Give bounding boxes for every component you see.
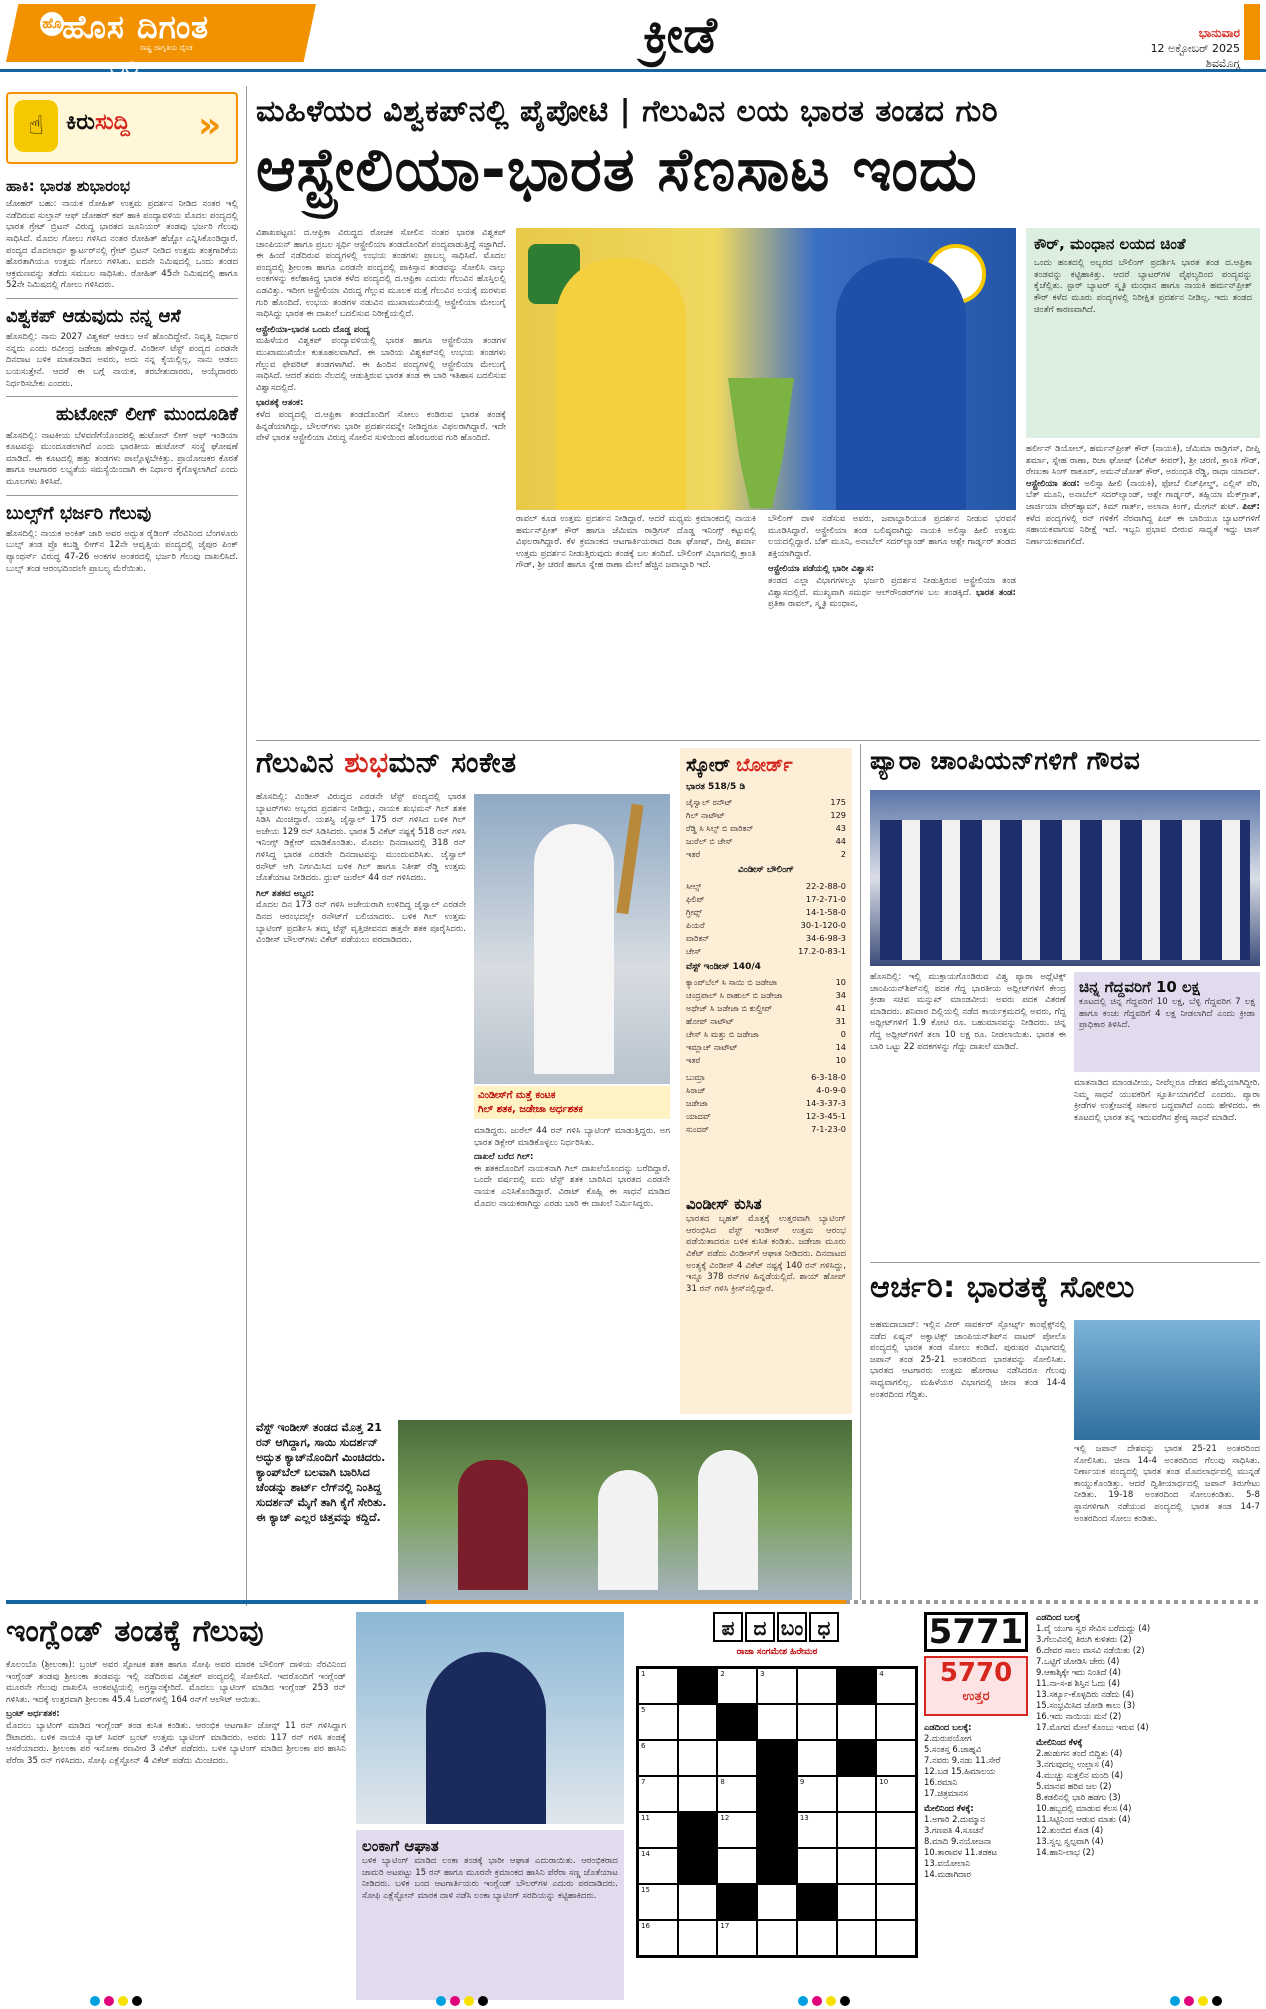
para-headline: ಪ್ಯಾರಾ ಚಾಂಪಿಯನ್‌ಗಳಿಗೆ ಗೌರವ	[870, 746, 1141, 775]
section-title: ಕ್ರೀಡೆ	[643, 6, 717, 64]
para-box-head: ಚಿನ್ನ ಗೆದ್ದವರಿಗೆ 10 ಲಕ್ಷ	[1079, 978, 1200, 996]
color-registration	[436, 1996, 488, 2006]
title-letter: ಪ	[713, 1612, 743, 1642]
brief-text: ಜೋಹರ್ ಬಹು: ನಾಯಕ ರೋಹಿತ್ ಉತ್ತಮ ಪ್ರದರ್ಶನ ನೀಡಿದ ನಂತರ ಇಲ್ಲಿ ನಡೆದಿರುವ ಸುಲ್ತಾನ್ ಆಫ್ ಜೋಹರ್ ಕಪ್ ಹಾಕಿ ಪಂದ್ಯಾವಳಿಯ ಮೊದಲ ಪಂದ್ಯದಲ್ಲಿ ಭಾರತ ಗ್ರೇಟ್ ಬ್ರಿಟನ್ ವಿರುದ್ಧ ಭಾರತದ ಜೂನಿಯರ್ ತಂಡವು ಭರ್ಜರಿ ಗೆಲುವು ಸಾಧಿಸಿದೆ. ಮೊದಲ ಗೋಲು ಗಳಿಸಿದ ನಂತರ ರೋಹಿತ್ ಹೆಚ್ಚೋ ಎನ್ನಿಸಿಕೊಂಡಿದ್ದಾರೆ. ಪಂದ್ಯದ ಮೊದಲಾರ್ಧ ಕ್ವಾರ್ಟರ್‌ನಲ್ಲಿ ಗ್ರೇಟ್ ಬ್ರಿಟನ್ ನೀಡಿದ ಉತ್ತಮ ತಂತ್ರಗಾರಿಕೆಯ ಹೊರತಾಗಿಯೂ ಉತ್ತಮ ಗೋಲು ಗಳಿಸಿತು. ಐದನೇ ನಿಮಿಷದಲ್ಲಿ ಒಂದು ತಂಡದ ಆಕ್ರಮಣವನ್ನು ತಡೆದು ಸಮಬಲ ಸಾಧಿಸಿತು. ರೋಹಿತ್ 45ನೇ ನಿಮಿಷದಲ್ಲಿ ಹಾಗೂ 52ನೇ ನಿಮಿಷದಲ್ಲಿ ಗೋಲು ಗಳಿಸಿದರು.	[6, 199, 238, 291]
answer: 10.ತಾರಾವಳ 11.ತಡಕಟ	[924, 1847, 998, 1857]
crossword-cell[interactable]	[837, 1812, 877, 1848]
clue: 4.ಮುಚ್ಚು ಸುತ್ತಲಿನ ಮಂದಿ (4)	[1036, 1770, 1124, 1780]
hand-icon: ☝	[14, 100, 58, 152]
england-photo	[356, 1612, 624, 1824]
crossword-cell	[757, 1776, 797, 1812]
crossword-cell	[797, 1884, 837, 1920]
batting-row: ಕ್ಯಾಂಪ್‌ಬೆಲ್ ಸಿ ಸಾಯಿ ಬಿ ಜಡೇಜಾ 10	[686, 976, 846, 987]
crossword-cell[interactable]: 6	[638, 1740, 678, 1776]
crossword-cell	[837, 1740, 877, 1776]
squad-list	[1026, 444, 1260, 548]
crossword-cell[interactable]	[797, 1740, 837, 1776]
clue: 14.ಹಾನಿ-ಲಾಭ (2)	[1036, 1847, 1095, 1857]
crossword-cell[interactable]	[876, 1704, 916, 1740]
city: ಶಿವಮೊಗ್ಗ	[1205, 57, 1240, 70]
story-text: ಪ್ರತಿಕಾ ರಾವಲ್, ಸ್ಮೃತಿ ಮಂಧಾನ,	[768, 599, 858, 610]
story-subhead: ಆಸ್ಟ್ರೇಲಿಯಾ ಪಡೆಯಲ್ಲಿ ಭಾರೀ ವಿಶ್ವಾಸ:	[768, 564, 875, 575]
bowling-row: ಪಿಯರೆ 30-1-120-0	[686, 919, 846, 930]
crossword-grid[interactable]	[636, 1666, 918, 1958]
crossword-cell[interactable]	[837, 1704, 877, 1740]
bowling-row: ಚೇಸ್ 17.2-0-83-1	[686, 945, 846, 956]
pitch-text: ಕಳೆದ ಪಂದ್ಯಗಳಲ್ಲಿ ರನ್‌ ಗಳಿಕೆಗೆ ನೆರವಾಗಿದ್ದ ಪಿಚ್ ಈ ಬಾರಿಯೂ ಬ್ಯಾಟರ್‌ಗಳಿಗೆ ಸಹಾಯಕವಾಗುವ ನಿರೀಕ್ಷೆ ಇದೆ. ಇಬ್ಬನಿ ಪ್ರಭಾವ ಬೀರುವ ಸಾಧ್ಯತೆ ಇದ್ದು ಟಾಸ್ ನಿರ್ಣಾಯಕವಾಗಲಿದೆ.	[1026, 513, 1260, 547]
story-continued: ರಾವಲ್ ಕೂಡ ಉತ್ತಮ ಪ್ರದರ್ಶನ ನೀಡಿದ್ದಾರೆ. ಆದರೆ ಮಧ್ಯಮ ಕ್ರಮಾಂಕದಲ್ಲಿ ನಾಯಕಿ ಹರ್ಮನ್‌ಪ್ರೀತ್ ಕೌರ್ ಹಾಗೂ ಜೆಮಿಮಾ ರಾಡ್ರಿಗಸ್ ದೊಡ್ಡ ಇನಿಂಗ್ಸ್ ಕಟ್ಟುವಲ್ಲಿ ವಿಫಲರಾಗಿದ್ದಾರೆ. ಕೆಳ ಕ್ರಮಾಂಕದ ಆಟಗಾರ್ತಿಯರಾದ ರಿಚಾ ಘೋಷ್, ದೀಪ್ತಿ ಶರ್ಮಾ ಉತ್ತಮ ಪ್ರದರ್ಶನ ನೀಡುತ್ತಿರುವುದು ತಂಡಕ್ಕೆ ಬಲ ತಂದಿದೆ. ಬೌಲಿಂಗ್ ವಿಭಾಗದಲ್ಲಿ ಕ್ರಾಂತಿ ಗೌಡ್, ಶ್ರೀ ಚರಣಿ ಹಾಗೂ ಸ್ನೇಹ ರಾಣಾ ಮೇಲೆ ಹೆಚ್ಚಿನ ಜವಾಬ್ದಾರಿ ಇದೆ.	[516, 514, 756, 571]
crossword-cell[interactable]	[678, 1776, 718, 1812]
clue: 5.ಮಾನವ ಹರಿವ ಜಲ (2)	[1036, 1781, 1112, 1791]
crossword-cell[interactable]	[876, 1920, 916, 1956]
gill-head-accent: ಶುಭ	[344, 746, 389, 779]
wi-bowling	[686, 880, 846, 958]
gill-head-pre: ಗೆಲುವಿನ	[256, 746, 345, 779]
archery-story: ಅಹಮದಾಬಾದ್: ಇಲ್ಲಿನ ವೀರ್ ಸಾವರ್ಕರ್ ಸ್ಪೋರ್ಟ್ಸ್ ಕಾಂಪ್ಲೆಕ್ಸ್‌ನಲ್ಲಿ ನಡೆದ ಏಷ್ಯನ್ ಅಕ್ವಾಟಿಕ್ಸ್ ಚಾಂಪಿಯನ್‌ಶಿಪ್‌ನ ವಾಟರ್ ಪೋಲೊ ಪಂದ್ಯದಲ್ಲಿ ಭಾರತ ತಂಡ ಸೋಲು ಕಂಡಿದೆ. ಪುರುಷರ ವಿಭಾಗದಲ್ಲಿ ಜಪಾನ್ ತಂಡ 25-21 ಅಂತರದಿಂದ ಭಾರತವನ್ನು ಸೋಲಿಸಿತು. ಭಾರತದ ಆಟಗಾರರು ಉತ್ತಮ ಹೋರಾಟ ನಡೆಸಿದರೂ ಗೆಲುವು ಸಾಧ್ಯವಾಗಲಿಲ್ಲ. ಮಹಿಳೆಯರ ವಿಭಾಗದಲ್ಲಿ ಚೀನಾ ತಂಡ 14-4 ಅಂತರದಿಂದ ಗೆದ್ದಿತು.	[870, 1320, 1066, 1400]
para-box-text: ಕೂಟದಲ್ಲಿ ಚಿನ್ನ ಗೆದ್ದವರಿಗೆ 10 ಲಕ್ಷ, ಬೆಳ್ಳಿ ಗೆದ್ದವರಿಗ 7 ಲಕ್ಷ ಹಾಗೂ ಕಂಚು ಗೆದ್ದವರಿಗೆ 4 ಲಕ್ಷ ನೀಡಲಾಗಿದೆ ಎಂದು ಕ್ರೀಡಾ ಪ್ರಾಧಿಕಾರ ತಿಳಿಸಿದೆ.	[1079, 997, 1255, 1031]
caption-line: ವಿಂಡೀಸ್‌ಗೆ ಮತ್ತೆ ಕಂಟಕ	[478, 1090, 556, 1101]
wi-collapse-text: ಭಾರತದ ಬೃಹತ್ ಮೊತ್ತಕ್ಕೆ ಉತ್ತರವಾಗಿ ಬ್ಯಾಟಿಂಗ್ ಆರಂಭಿಸಿದ ವೆಸ್ಟ್ ಇಂಡೀಸ್ ಉತ್ತಮ ಆರಂಭ ಪಡೆಯಿತಾದರೂ ಬಳಿಕ ಕುಸಿತ ಕಂಡಿತು. ಜಡೇಜಾ ಮೂರು ವಿಕೆಟ್ ಪಡೆದು ವಿಂಡೀಸ್‌ಗೆ ಆಘಾತ ನೀಡಿದರು. ದಿನದಾಟದ ಅಂತ್ಯಕ್ಕೆ ವಿಂಡೀಸ್ 4 ವಿಕೆಟ್ ನಷ್ಟಕ್ಕೆ 140 ರನ್ ಗಳಿಸಿದ್ದು, ಇನ್ನೂ 378 ರನ್‌ಗಳ ಹಿನ್ನಡೆಯಲ್ಲಿದೆ. ಶಾಯ್ ಹೋಪ್ 31 ರನ್ ಗಳಿಸಿ ಕ್ರೀಸ್‌ನಲ್ಲಿದ್ದಾರೆ.	[686, 1214, 846, 1294]
brief-headline: ವಿಶ್ವಕಪ್ ಆಡುವುದು ನನ್ನ ಆಸೆ	[6, 306, 181, 327]
title-letter: ಬಂ	[777, 1612, 807, 1642]
answers	[924, 1722, 1028, 1880]
wi-collapse	[680, 1190, 852, 1299]
gill-head-post: ಮನ್ ಸಂಕೇತ	[388, 746, 517, 779]
answer: 5.ಸಂತಸ್ತ 6.ಜಾಹ್ನವಿ	[924, 1744, 982, 1754]
brief-headline: ಹುಟೋನ್ ಲೀಗ್ ಮುಂದೂಡಿಕೆ	[55, 404, 238, 426]
gill-photo-caption	[474, 1086, 670, 1119]
bowling-row: ಸೀಲ್ಸ್ 22-2-88-0	[686, 880, 846, 891]
batting-row: ಹೋಪ್ ನಾಟೌಟ್ 31	[686, 1015, 846, 1026]
crossword-cell[interactable]: 8	[717, 1776, 757, 1812]
batting-row: ಇಮ್ಲಾಚ್ ನಾಟೌಟ್ 14	[686, 1041, 846, 1052]
bowling-row: ಸಿರಾಜ್ 4-0-9-0	[686, 1084, 846, 1095]
clues-across-title: ಎಡದಿಂದ ಬಲಕ್ಕೆ	[1036, 1612, 1081, 1622]
batting-row: ರೆಡ್ಡಿ ಸಿ ಸಿಲ್ಸ್ ಬಿ ವಾರಿಕನ್ 43	[686, 823, 846, 834]
kiru-title-red: ಸುದ್ದಿ	[94, 110, 130, 135]
title-letter: ದ	[745, 1612, 775, 1642]
bowling-title: ವಿಂಡೀಸ್ ಬೌಲಿಂಗ್	[738, 865, 794, 876]
brief-text: ಹೊಸದಿಲ್ಲಿ: ನಾನು 2027 ವಿಶ್ವಕಪ್ ಆಡಲು ಆಸೆ ಹೊಂದಿದ್ದೇನೆ. ನಿವೃತ್ತಿ ನಿರ್ಧಾರ ನನ್ನದು ಎಂದು ರವೀಂದ್ರ ಜಡೇಜಾ ಹೇಳಿದ್ದಾರೆ. ವಿಂಡೀಸ್ ಟೆಸ್ಟ್ ಪಂದ್ಯದ ಎರಡನೇ ದಿನದಾಟ ಬಳಿಕ ಮಾತನಾಡಿದ ಅವರು, ಅದು ನನ್ನ ಕೈಯಲ್ಲಿಲ್ಲ, ನಾನು ಆಡಲು ಬಯಸುತ್ತೇನೆ. ಆದರೆ ಈ ಬಗ್ಗೆ ನಾಯಕ, ತರಬೇತುದಾರರು, ಆಯ್ಕೆದಾರರು ನಿರ್ಧರಿಸಬೇಕು ಎಂದರು.	[6, 332, 238, 389]
prev-number: 5770	[939, 1658, 1013, 1688]
answer: 3.ಗಣಪತಿ 4.ಸೂಚನೆ	[924, 1825, 984, 1835]
england-player	[426, 1652, 546, 1824]
crossword-title	[636, 1612, 918, 1642]
score-title-accent: ಬೋರ್ಡ್	[736, 755, 793, 776]
crossword-cell	[757, 1812, 797, 1848]
crossword-cell[interactable]: 4	[876, 1668, 916, 1704]
left-column	[6, 170, 238, 575]
logo-emblem-icon: ಹೊ	[40, 12, 64, 36]
clues	[1036, 1612, 1260, 1858]
crossword-cell[interactable]	[797, 1848, 837, 1884]
main-photo	[516, 228, 1016, 510]
crossword-cell[interactable]: 2	[717, 1668, 757, 1704]
gill-text: ಹೊಸದಿಲ್ಲಿ: ವಿಂಡೀಸ್ ವಿರುದ್ಧದ ಎರಡನೇ ಟೆಸ್ಟ್ ಪಂದ್ಯದಲ್ಲಿ ಭಾರತ ಬ್ಯಾಟರ್‌ಗಳು ಅಬ್ಬರದ ಪ್ರದರ್ಶನ ನೀಡಿದ್ದು, ನಾಯಕ ಶುಭಮನ್ ಗಿಲ್ ಶತಕ ಸಿಡಿಸಿ ಮಿಂಚಿದ್ದಾರೆ. ಯಶಸ್ವಿ ಜೈಸ್ವಾಲ್ 175 ರನ್ ಗಳಿಸಿದ ಬಳಿಕ ಗಿಲ್ ಅಜೇಯ 129 ರನ್ ಸಿಡಿಸಿದರು. ಭಾರತ 5 ವಿಕೆಟ್ ನಷ್ಟಕ್ಕೆ 518 ರನ್ ಗಳಿಸಿ ಇನಿಂಗ್ಸ್ ಡಿಕ್ಲೇರ್ ಮಾಡಿಕೊಂಡಿತು. ಮೊದಲ ದಿನದಾಟದಲ್ಲಿ 318 ರನ್ ಗಳಿಸಿದ್ದ ಭಾರತ ಎರಡನೇ ದಿನದಾಟವನ್ನು ಮುಂದುವರಿಸಿತು. ಜೈಸ್ವಾಲ್ ರನೌಟ್ ಆಗಿ ನಿರ್ಗಮಿಸಿದ ಬಳಿಕ ಗಿಲ್ ಹಾಗೂ ನಿತೀಶ್ ರೆಡ್ಡಿ ಉತ್ತಮ ಜೊತೆಯಾಟ ನೀಡಿದರು. ಧ್ರುವ್ ಜುರೆಲ್ 44 ರನ್ ಗಳಿಸಿದರು.	[256, 792, 466, 884]
clues-down-title: ಮೇಲಿನಿಂದ ಕೆಳಕ್ಕೆ	[1036, 1737, 1083, 1747]
archery-story-2: ಇಲ್ಲಿ ಜಪಾನ್ ದೇಶವನ್ನು ಭಾರತ 25-21 ಅಂತರದಿಂದ ಸೋಲಿಸಿತು. ಚೀನಾ 14-4 ಅಂತರದಿಂದ ಗೆಲುವು ಸಾಧಿಸಿತು. ನಿರ್ಣಾಯಕ ಪಂದ್ಯದಲ್ಲಿ ಭಾರತ ತಂಡ ಮೊದಲಾರ್ಧದಲ್ಲಿ ಮುನ್ನಡೆ ಕಾಯ್ದುಕೊಂಡಿತ್ತು. ಆದರೆ ದ್ವಿತೀಯಾರ್ಧದಲ್ಲಿ ಜಪಾನ್ ತಿರುಗೇಟು ನೀಡಿತು. 19-18 ಅಂತರದಿಂದ ಸೋಲುಕಂಡಿತು. 5-8 ಸ್ಥಾನಗಳಿಗಾಗಿ ನಡೆಯುವ ಪಂದ್ಯದಲ್ಲಿ ಭಾರತ ತಂಡ 14-7 ಅಂತರದಿಂದ ಸೋಲು ಕಂಡಿತು.	[1074, 1444, 1260, 1524]
scoreboard-title	[686, 754, 846, 778]
para-story-2: ಮಾತನಾಡಿದ ಮಾಂಡವೀಯ, ನೀವೆಲ್ಲರೂ ದೇಶದ ಹೆಮ್ಮೆಯಾಗಿದ್ದೀರಿ. ನಿಮ್ಮ ಸಾಧನೆ ಯುವಕರಿಗೆ ಸ್ಫೂರ್ತಿಯಾಗಲಿದೆ ಎಂದರು. ಪ್ಯಾರಾ ಕ್ರೀಡೆಗಳ ಉತ್ತೇಜನಕ್ಕೆ ಸರ್ಕಾರ ಬದ್ಧವಾಗಿದೆ ಎಂದು ಹೇಳಿದರು. ಈ ಕೂಟದಲ್ಲಿ ಭಾರತ ತನ್ನ ಇದುವರೆಗಿನ ಶ್ರೇಷ್ಠ ಸಾಧನೆ ಮಾಡಿದೆ.	[1074, 1078, 1260, 1123]
india-bowling	[686, 1071, 846, 1136]
prev-answer-box	[924, 1656, 1028, 1716]
date: 12 ಅಕ್ಟೋಬರ್ 2025	[1150, 42, 1240, 55]
story-text: ತಂಡದ ಎಲ್ಲಾ ವಿಭಾಗಗಳಲ್ಲೂ ಭರ್ಜರಿ ಪ್ರದರ್ಶನ ನೀಡುತ್ತಿರುವ ಆಸ್ಟ್ರೇಲಿಯಾ ತಂಡ ವಿಶ್ವಾಸದಲ್ಲಿದೆ. ಮುಖ್ಯವಾಗಿ ಸಮರ್ಥ ಆಲ್‌ರೌಂಡರ್‌ಗಳ ಬಲ ತಂಡಕ್ಕಿದೆ.	[768, 575, 1016, 598]
squad-subhead: ಆಸ್ಟ್ರೇಲಿಯಾ ತಂಡ:	[1026, 478, 1080, 489]
para-photo	[870, 790, 1260, 966]
answer: 7.ನವರು 9.ನಡು 11.ಸೇರೆ	[924, 1755, 1001, 1765]
crossword-cell	[757, 1740, 797, 1776]
bowling-row: ಸುಂದರ್ 7-1-23-0	[686, 1123, 846, 1134]
crossword-cell[interactable]	[678, 1920, 718, 1956]
crossword-cell	[678, 1848, 718, 1884]
crossword-cell	[717, 1704, 757, 1740]
crossword-cell[interactable]: 13	[797, 1812, 837, 1848]
crossword-cell	[678, 1812, 718, 1848]
england-subhead: ಬ್ರಂಟ್ ಅರ್ಧಶತಕ:	[6, 1709, 60, 1720]
england-headline: ಇಂಗ್ಲೆಂಡ್ ತಂಡಕ್ಕೆ ಗೆಲುವು	[6, 1614, 265, 1649]
crossword-cell[interactable]: 15	[638, 1884, 678, 1920]
story-continued	[768, 514, 1016, 611]
batting-row: ಜುರೆಲ್ ಬಿ ಚೇಸ್ 44	[686, 836, 846, 847]
kicker: ಮಹಿಳೆಯರ ವಿಶ್ವಕಪ್‌ನಲ್ಲಿ ಪೈಪೋಟಿ | ಗೆಲುವಿನ ಲಯ ಭಾರತ ತಂಡದ ಗುರಿ	[256, 94, 999, 129]
day: ಭಾನುವಾರ	[1198, 26, 1240, 40]
fielder-figure	[598, 1470, 658, 1590]
england-story	[6, 1660, 346, 1767]
divider-strip	[6, 1600, 1260, 1608]
bowling-row: ಬುಮ್ರಾ 6-3-18-0	[686, 1071, 846, 1082]
batting-row: ಇತರೆ 2	[686, 849, 846, 860]
logo: ಹೊಸ ದಿಗಂತ	[62, 8, 210, 46]
athletes-group	[880, 820, 1250, 960]
crossword-cell[interactable]	[876, 1848, 916, 1884]
main-story	[256, 228, 506, 445]
crossword-cell	[678, 1668, 718, 1704]
story-text: ವಿಶಾಖಪಟ್ಟಣ: ದ.ಆಫ್ರಿಕಾ ವಿರುದ್ಧದ ರೋಚಕ ಸೋಲಿನ ನಂತರ ಭಾರತ ವಿಶ್ವಕಪ್ ಚಾಂಪಿಯನ್ ಹಾಗೂ ಪ್ರಬಲ ಸ್ಪರ್ಧಿ ಆಸ್ಟ್ರೇಲಿಯಾ ತಂಡದೊಂದಿಗೆ ಪಂದ್ಯವಾಡುತ್ತಿದ್ದೆ ಸಜ್ಜಾಗಿದೆ. ಈ ಹಿಂದೆ ನಡೆದಿರುವ ಪಂದ್ಯಗಳಲ್ಲಿ ಉಭಯ ತಂಡಗಳು ಪ್ರಾಬಲ್ಯ ಸಾಧಿಸಿವೆ. ಮೊದಲ ಪಂದ್ಯದಲ್ಲಿ ಶ್ರೀಲಂಕಾ ಹಾಗೂ ಎರಡನೇ ಪಂದ್ಯದಲ್ಲಿ ಪಾಕಿಸ್ತಾನ ತಂಡವನ್ನು ಸೋಲಿಸಿ ನಾಲ್ಕು ಅಂಕಗಳನ್ನು ಕಲೆಹಾಕಿದ್ದ ಭಾರತ ಕಳೆದ ಪಂದ್ಯದಲ್ಲಿ ದ.ಆಫ್ರಿಕಾ ಎದುರು ಗೆಲುವಿನ ಹೊಸ್ತಿಲಲ್ಲಿ ಎಡವಿತ್ತು. ಇದೀಗ ಆಸ್ಟ್ರೇಲಿಯಾ ವಿರುದ್ಧ ಗೆಲ್ಲುವ ಮೂಲಕ ಮತ್ತೆ ಗೆಲುವಿನ ಲಯಕ್ಕೆ ಮರಳುವ ಗುರಿ ಹೊಂದಿದೆ. ಉಭಯ ತಂಡಗಳ ನಡುವಿನ ಮುಖಾಮುಖಿಯಲ್ಲಿ ಆಸ್ಟ್ರೇಲಿಯಾ ಮೇಲುಗೈ ಸಾಧಿಸಿದ್ದು ಭಾರತ ಈ ದಾಖಲೆ ಬದಲಿಸುವ ನಿರೀಕ್ಷೆಯಲ್ಲಿದೆ.	[256, 228, 506, 320]
crossword-cell[interactable]	[837, 1920, 877, 1956]
story-subhead: ಭಾರತ ತಂಡ:	[975, 587, 1016, 598]
score-title-pre: ಸ್ಕೋರ್	[686, 755, 737, 776]
england-box-text: ಬಳಿಕ ಬ್ಯಾಟಿಂಗ್ ಮಾಡಿದ ಲಂಕಾ ತಂಡಕ್ಕೆ ಭಾರೀ ಆಘಾತ ಎದುರಾಯಿತು. ಆರಂಭಿಕರಾದ ಚಾಮರಿ ಅಟಪಟ್ಟು 15 ರನ್ ಹಾಗೂ ಮೂರನೇ ಕ್ರಮಾಂಕದ ಹಾಸಿನಿ ಪೆರೆರಾ ಸಣ್ಣ ಜೊತೆಯಾಟ ನೀಡಿದರು. ಬಳಿಕ ಬಂದ ಆಟಗಾರ್ತಿಯರು ಇಂಗ್ಲೆಂಡ್ ಬೌಲರ್‌ಗಳ ಎದುರು ಪರದಾಡಿದರು. ಸೋಫಿ ಎಕ್ಲೆಸ್ಟೋನ್ ಮಾರಕ ದಾಳಿ ನಡೆಸಿ ಲಂಕಾ ಬ್ಯಾಟಿಂಗ್ ಸರದಿಯನ್ನು ಕಟ್ಟಿಹಾಕಿದರು.	[362, 1856, 618, 1902]
fielder-figure	[698, 1450, 758, 1590]
answers-across-title: ಎಡದಿಂದ ಬಲಕ್ಕೆ:	[924, 1722, 972, 1732]
color-registration	[798, 1996, 850, 2006]
crossword-cell[interactable]: 11	[638, 1812, 678, 1848]
page-number: ೧೦	[110, 52, 140, 82]
chevron-right-icon: »	[198, 105, 222, 146]
crossword-cell[interactable]	[678, 1884, 718, 1920]
crossword-cell[interactable]: 5	[638, 1704, 678, 1740]
bat-icon	[616, 804, 643, 915]
england-box-head: ಲಂಕಾಗೆ ಆಘಾತ	[362, 1837, 439, 1855]
crossword-cell[interactable]: 16	[638, 1920, 678, 1956]
crossword	[636, 1612, 918, 1958]
bowling-row: ವಾರಿಕನ್ 34-6-98-3	[686, 932, 846, 943]
catch-photo	[398, 1420, 852, 1600]
archery-headline: ಆರ್ಚರಿ: ಭಾರತಕ್ಕೆ ಸೋಲು	[870, 1270, 1135, 1305]
brief-headline: ಬುಲ್ಸ್‌ಗೆ ಭರ್ಜರಿ ಗೆಲುವು	[6, 502, 152, 524]
batting-row: ಚಂದ್ರಪಾಲ್ ಸಿ ರಾಹುಲ್ ಬಿ ಜಡೇಜಾ 34	[686, 989, 846, 1000]
crossword-cell[interactable]	[876, 1884, 916, 1920]
crossword-cell[interactable]: 17	[717, 1920, 757, 1956]
crossword-cell	[717, 1884, 757, 1920]
wi-batting	[686, 976, 846, 1067]
squad-india: ಹರ್ಲೀನ್ ಡಿಯೋಲ್, ಹರ್ಮನ್‌ಪ್ರೀತ್ ಕೌರ್ (ನಾಯಕಿ), ಜೆಮಿಮಾ ರಾಡ್ರಿಗಸ್, ದೀಪ್ತಿ ಶರ್ಮಾ, ಸ್ನೇಹ ರಾಣಾ, ರಿಚಾ ಘೋಷ್ (ವಿಕೆಟ್ ಕೀಪರ್), ಶ್ರೀ ಚರಣಿ, ಕ್ರಾಂತಿ ಗೌಡ್, ರೇಣುಕಾ ಸಿಂಗ್ ಠಾಕೂರ್, ಅಮನ್‌ಜೋತ್ ಕೌರ್, ಅರುಂಧತಿ ರೆಡ್ಡಿ, ರಾಧಾ ಯಾದವ್.	[1026, 444, 1260, 478]
india-batting	[686, 796, 846, 861]
clue: 11.ಸಿಟ್ಟಿನಿಂದ ಆಡುವ ಮಾತು (4)	[1036, 1814, 1131, 1824]
archery-photo	[1074, 1320, 1260, 1440]
crossword-cell[interactable]: 3	[757, 1668, 797, 1704]
crossword-cell[interactable]: 9	[797, 1776, 837, 1812]
crossword-cell[interactable]	[797, 1668, 837, 1704]
crossword-cell[interactable]	[757, 1704, 797, 1740]
answer: 16.ರಮಾನಿ	[924, 1777, 958, 1787]
kiru-suddi-title	[66, 108, 130, 138]
story-text: ಮಹಿಳೆಯರ ವಿಶ್ವಕಪ್ ಪಂದ್ಯಾವಳಿಯಲ್ಲಿ ಭಾರತ ಹಾಗೂ ಆಸ್ಟ್ರೇಲಿಯಾ ತಂಡಗಳ ಮುಖಾಮುಖಿಯೇ ಕುತೂಹಲವಾಗಿದೆ. ಈ ಬಾರಿಯ ವಿಶ್ವಕಪ್‌ನಲ್ಲಿ ಉಭಯ ತಂಡಗಳು ಗೆಲ್ಲುವ ಫೇವರಿಟ್ ತಂಡಗಳಾಗಿವೆ. ಈ ಹಿಂದಿನ ಪಂದ್ಯಗಳಲ್ಲಿ ಆಸ್ಟ್ರೇಲಿಯಾ ಮೇಲುಗೈ ಸಾಧಿಸಿದೆ. ಆದರೆ ತವರು ನೆಲದಲ್ಲಿ ಆಡುತ್ತಿರುವ ಭಾರತ ತಂಡ ಈ ಬಾರಿ ಇತಿಹಾಸ ಬದಲಿಸುವ ವಿಶ್ವಾಸದಲ್ಲಿದೆ.	[256, 336, 506, 393]
gill-headline	[256, 744, 517, 782]
clue: 3.ನಗುವುದಲ್ಲ ಉಲ್ಲಾಸ (4)	[1036, 1759, 1114, 1769]
crossword-cell[interactable]	[678, 1740, 718, 1776]
england-box	[356, 1830, 624, 2000]
batting-row: ಚೇಸ್ ಸಿ ಮತ್ತು ಬಿ ಜಡೇಜಾ 0	[686, 1028, 846, 1039]
answer: 2.ದುರುಪಯೋಗ	[924, 1733, 972, 1743]
color-registration	[90, 1996, 142, 2006]
answer: 13.ವಯೋಲಾನಿ	[924, 1858, 971, 1868]
clue: 8.ಕಡಲಿನಲ್ಲಿ ಭಾರಿ ಹಡಗು (3)	[1036, 1792, 1121, 1802]
bowling-row: ಫಿಲಿಪ್ 17-2-71-0	[686, 893, 846, 904]
crossword-cell[interactable]	[717, 1848, 757, 1884]
main-headline: ಆಸ್ಟ್ರೇಲಿಯಾ-ಭಾರತ ಸೆಣಸಾಟ ಇಂದು	[256, 135, 978, 205]
india-player	[836, 258, 966, 510]
batter-figure	[458, 1460, 528, 1590]
crossword-cell[interactable]	[797, 1920, 837, 1956]
crossword-cell	[757, 1848, 797, 1884]
title-letter: ಧ	[809, 1612, 839, 1642]
cricketer-figure	[534, 824, 614, 1074]
crossword-cell[interactable]	[876, 1812, 916, 1848]
gill-photo	[474, 794, 670, 1084]
crossword-cell[interactable]	[717, 1740, 757, 1776]
crossword-cell[interactable]: 1	[638, 1668, 678, 1704]
crossword-cell[interactable]: 7	[638, 1776, 678, 1812]
story-text: ಬೌಲಿಂಗ್ ದಾಳಿ ನಡೆಸುವ ಅವರು, ಜವಾಬ್ದಾರಿಯುತ ಪ್ರದರ್ಶನ ನೀಡುವ ಭರವಸೆ ಮೂಡಿಸಿದ್ದಾರೆ. ಆಸ್ಟ್ರೇಲಿಯಾ ತಂಡ ಬಲಿಷ್ಠವಾಗಿದ್ದು ನಾಯಕಿ ಅಲಿಸ್ಸಾ ಹೀಲಿ ಉತ್ತಮ ಲಯದಲ್ಲಿದ್ದಾರೆ. ಬೆತ್ ಮೂನಿ, ಅನಾಬೆಲ್ ಸದರ್‌ಲ್ಯಾಂಡ್ ಹಾಗೂ ಆಶ್ಲೇ ಗಾರ್ಡ್ನರ್ ತಂಡದ ಶಕ್ತಿಯಾಗಿದ್ದಾರೆ.	[768, 514, 1016, 559]
crossword-cell[interactable]	[837, 1884, 877, 1920]
clue: 10.ಹಬ್ಬದಲ್ಲಿ ಮಾಡುವ ಕೆಲಸ (4)	[1036, 1803, 1132, 1813]
logo-tagline: ರಾಷ್ಟ್ರ ಜಾಗೃತಿಯ ದೈನಿಕ	[140, 44, 193, 52]
sidebar-box	[1026, 228, 1260, 438]
batting-row: ಜೈಸ್ವಾಲ್ ರನೌಟ್ 175	[686, 797, 846, 808]
clues-across	[1036, 1623, 1260, 1733]
batting-row: ಇತರೆ 10	[686, 1054, 846, 1065]
australia-player	[556, 258, 686, 510]
answer: 14.ಮಡಾಗಿದಾರ	[924, 1869, 971, 1879]
answers-down	[924, 1814, 1028, 1880]
clue: 15.ಸಂಭ್ರಮಿಸಿದ ಜೋಡಿ ಕಾಲು (3)	[1036, 1700, 1136, 1710]
clue: 3.ಗೆಲುವಿನಲ್ಲಿ ತಿರುಗಿ ಕುಳಿತರು (2)	[1036, 1634, 1132, 1644]
crossword-cell[interactable]	[757, 1920, 797, 1956]
clue: 13.ಸ್ವಲ್ಪ ಸ್ವಲ್ಪವಾಗಿ (4)	[1036, 1836, 1104, 1846]
caption-line: ಗಿಲ್ ಶತಕ, ಜಡೇಜಾ ಅರ್ಧಶತಕ	[478, 1103, 583, 1115]
gill-text: ಮೊದಲ ದಿನ 173 ರನ್ ಗಳಿಸಿ ಅಜೇಯರಾಗಿ ಉಳಿದಿದ್ದ ಜೈಸ್ವಾಲ್ ಎರಡನೇ ದಿನದ ಆರಂಭದಲ್ಲೇ ರನೌಟ್‌ಗೆ ಬಲಿಯಾದರು. ಬಳಿಕ ಗಿಲ್ ಉತ್ತಮ ಬ್ಯಾಟಿಂಗ್ ಪ್ರದರ್ಶಿಸಿ ತಮ್ಮ ಟೆಸ್ಟ್ ವೃತ್ತಿಜೀವನದ ಹತ್ತನೇ ಶತಕ ಪೂರೈಸಿದರು. ವಿಂಡೀಸ್ ಬೌಲರ್‌ಗಳು ವಿಕೆಟ್ ಪಡೆಯಲು ಪರದಾಡಿದರು.	[256, 900, 466, 946]
catch-photo-caption: ವೆಸ್ಟ್ ಇಂಡೀಸ್ ತಂಡದ ಮೊತ್ತ 21 ರನ್ ಆಗಿದ್ದಾಗ, ಸಾಯಿ ಸುದರ್ಶನ್ ಅದ್ಭುತ ಕ್ಯಾಚ್‌ನೊಂದಿಗೆ ಮಿಂಚಿದರು. ಕ್ಯಾಂಪ್‌ಬೆಲ್ ಬಲವಾಗಿ ಬಾರಿಸಿದ ಚೆಂಡನ್ನು ಶಾರ್ಟ್ ಲೆಗ್‌ನಲ್ಲಿ ನಿಂತಿದ್ದ ಸುದರ್ಶನ್ ಮೈಗೆ ತಾಗಿ ಕೈಗೆ ಸೇರಿತು. ಈ ಕ್ಯಾಚ್ ಎಲ್ಲರ ಚಿತ್ತವನ್ನು ಕದ್ದಿದೆ.	[256, 1421, 387, 1524]
bowling-row: ಗ್ರೀವ್ಸ್ 14-1-58-0	[686, 906, 846, 917]
gill-story-2	[474, 1126, 670, 1210]
bowling-row: ಯಾದವ್ 12-3-45-1	[686, 1110, 846, 1121]
brief-text: ಹೊಸದಿಲ್ಲಿ: ನಾಯಕ ಅಂಕಿತ್ ಜಾರಿ ಅವರ ಅದ್ಭುತ ರೈಡಿಂಗ್ ನೆರವಿನಿಂದ ಬೆಂಗಳೂರು ಬುಲ್ಸ್ ತಂಡ ಪ್ರೊ ಕಬಡ್ಡಿ ಲೀಗ್‌ನ 12ನೇ ಆವೃತ್ತಿಯ ಪಂದ್ಯದಲ್ಲಿ ಜೈಪುರ ಪಿಂಕ್ ಪ್ಯಾಂಥರ್ಸ್ ವಿರುದ್ಧ 47-26 ಅಂಕಗಳ ಅಂತರದಲ್ಲಿ ಭರ್ಜರಿ ಗೆಲುವು ದಾಖಲಿಸಿದೆ. ಬುಲ್ಸ್ ತಂಡ ಆರಂಭದಿಂದಲೇ ಪ್ರಾಬಲ್ಯ ಮೆರೆಯಿತು.	[6, 528, 238, 574]
england-text: ಮೊದಲು ಬ್ಯಾಟಿಂಗ್ ಮಾಡಿದ ಇಂಗ್ಲೆಂಡ್ ತಂಡ ಕುಸಿತ ಕಂಡಿತು. ಆರಂಭಿಕ ಆಟಗಾರ್ತಿ ಜೋನ್ಸ್ 11 ರನ್ ಗಳಿಸಿದ್ದಾಗ ಔಟಾದರು. ಬಳಿಕ ನಾಯಕಿ ನ್ಯಾಟ್ ಸಿವರ್ ಬ್ರಂಟ್ ಉತ್ತಮ ಬ್ಯಾಟಿಂಗ್ ಮಾಡಿದರು. ಅವರು 117 ರನ್ ಗಳಿಸಿ ತಂಡಕ್ಕೆ ಆಸರೆಯಾದರು. ಶ್ರೀಲಂಕಾ ಪರ ಇನೋಕಾ ರಣವೀರ 3 ವಿಕೆಟ್ ಪಡೆದರು. ಬಳಿಕ ಬ್ಯಾಟಿಂಗ್ ಮಾಡಿದ ಶ್ರೀಲಂಕಾ ಪರ ಹಾಸಿನಿ ಪೆರೆರಾ 35 ರನ್ ಗಳಿಸಿದರು. ಸೋಫಿ ಎಕ್ಲೆಸ್ಟೋನ್ 4 ವಿಕೆಟ್ ಪಡೆದು ಮಿಂಚಿದರು.	[6, 1720, 346, 1766]
clues-down	[1036, 1748, 1260, 1858]
squad-australia: ಅಲಿಸ್ಸಾ ಹೀಲಿ (ನಾಯಕಿ), ಫೋಬೆ ಲಿಚ್‌ಫೀಲ್ಡ್, ಎಲ್ಲಿಸ್ ಪೆರಿ, ಬೆತ್ ಮೂನಿ, ಅನಾಬೆಲ್ ಸದರ್‌ಲ್ಯಾಂಡ್, ಆಶ್ಲೇ ಗಾರ್ಡ್ನರ್, ತಹ್ಲಿಯಾ ಮೆಕ್‌ಗ್ರಾತ್, ಜಾರ್ಜಿಯಾ ವೇರ್‌ಹ್ಯಾಮ್, ಕಿಮ್ ಗಾರ್ತ್, ಅಲಾನಾ ಕಿಂಗ್, ಮೇಗನ್ ಶುಟ್.	[1026, 478, 1260, 512]
gill-text: ಈ ಶತಕದೊಂದಿಗೆ ನಾಯಕನಾಗಿ ಗಿಲ್ ದಾಖಲೆಯೊಂದನ್ನು ಬರೆದಿದ್ದಾರೆ. ಒಂದೇ ವರ್ಷದಲ್ಲಿ ಐದು ಟೆಸ್ಟ್ ಶತಕ ಬಾರಿಸಿದ ಭಾರತದ ಎರಡನೇ ನಾಯಕ ಎನಿಸಿಕೊಂಡಿದ್ದಾರೆ. ವಿರಾಟ್ ಕೊಹ್ಲಿ ಈ ಸಾಧನೆ ಮಾಡಿದ ಮೊದಲ ನಾಯಕರಾಗಿದ್ದು ಎರಡು ಬಾರಿ ಈ ದಾಖಲೆ ನಿರ್ಮಿಸಿದ್ದರು.	[474, 1163, 670, 1209]
answer: 1.ಅಗಾರಿ 2.ದುಮ್ಮಾನ	[924, 1814, 985, 1824]
crossword-cell[interactable]: 14	[638, 1848, 678, 1884]
clue: 16.ಇದು ನಾಯಿಯ ಮನೆ (2)	[1036, 1711, 1122, 1721]
clue: 6.ದೇವರ ಸಾಲು ವಾಸವಿ ನಡೆಯಿತು (2)	[1036, 1645, 1145, 1655]
gill-subhead: ದಾಖಲೆ ಬರೆದ ಗಿಲ್:	[474, 1152, 534, 1163]
para-box	[1074, 972, 1260, 1072]
sidebar-headline: ಕೌರ್, ಮಂಧಾನ ಲಯದ ಚಿಂತೆ	[1034, 235, 1186, 253]
crossword-cell[interactable]	[797, 1704, 837, 1740]
crossword-cell[interactable]: 10	[876, 1776, 916, 1812]
clue: 2.ಹುಡುಗನ ತಂದೆ ಬಿದ್ದಿತು (4)	[1036, 1748, 1123, 1758]
crossword-cell[interactable]	[837, 1848, 877, 1884]
batting-row: ಅಥೇಜ್ ಸಿ ಜಡೇಜಾ ಬಿ ಕುಲ್ದೀಪ್ 41	[686, 1002, 846, 1013]
kiru-title-black: ಕಿರು	[66, 110, 95, 135]
clue: 13.ಸರ್ಕ್ಯೂ-ಕೊಳ್ಳದಿರು ನಡೆದು (4)	[1036, 1689, 1135, 1699]
story-subhead: ಭಾರತಕ್ಕೆ ಆತಂಕ:	[256, 398, 304, 409]
clue: 1.ವೈ ಯುಗಾ ಸ್ವರ ಸೇವಿಸ ಬರೆದುದ್ದು (4)	[1036, 1623, 1151, 1633]
brief-headline: ಹಾಕಿ: ಭಾರತ ಶುಭಾರಂಭ	[6, 177, 130, 195]
clue: 17.ಮೊಗದ ಮೇಲೆ ಕೊಂಬು ಇರುವ (4)	[1036, 1722, 1149, 1732]
story-subhead: ಆಸ್ಟ್ರೇಲಿಯಾ-ಭಾರತ ಒಂದು ದೊಡ್ಡ ಪಂದ್ಯ	[256, 324, 370, 335]
answer: 12.ಬಡ 15.ಹಿಮಾಲಯ	[924, 1766, 996, 1776]
crossword-cell[interactable]	[837, 1776, 877, 1812]
crossword-cell[interactable]	[678, 1704, 718, 1740]
crossword-cell[interactable]: 12	[717, 1812, 757, 1848]
para-story: ಹೊಸದಿಲ್ಲಿ: ಇಲ್ಲಿ ಮುಕ್ತಾಯಗೊಂಡಿರುವ ವಿಶ್ವ ಪ್ಯಾರಾ ಅಥ್ಲೆಟಿಕ್ಸ್ ಚಾಂಪಿಯನ್‌ಶಿಪ್‌ನಲ್ಲಿ ಪದಕ ಗೆದ್ದ ಭಾರತೀಯ ಅಥ್ಲೀಟ್‌ಗಳಿಗೆ ಕೇಂದ್ರ ಕ್ರೀಡಾ ಸಚಿವ ಮನ್ಸುಖ್ ಮಾಂಡವೀಯ ಅವರು ಪದಕ ವಿತರಣೆ ಮಾಡಿದರು. ಶನಿವಾರ ದಿಲ್ಲಿಯಲ್ಲಿ ನಡೆದ ಕಾರ್ಯಕ್ರಮದಲ್ಲಿ ಅವರು, ಗೆದ್ದ ಅಥ್ಲೀಟ್‌ಗಳಿಗೆ 1.9 ಕೋಟಿ ರೂ. ಬಹುಮಾನವನ್ನು ನೀಡಿದರು. ಚಿನ್ನ ಗೆದ್ದ ಅಥ್ಲೀಟ್‌ಗಳಿಗೆ ತಲಾ 10 ಲಕ್ಷ ರೂ. ನೀಡಲಾಯಿತು. ಭಾರತ ಈ ಬಾರಿ ಒಟ್ಟು 22 ಪದಕಗಳನ್ನು ಗೆದ್ದು ದಾಖಲೆ ಮಾಡಿದೆ.	[870, 972, 1066, 1052]
edge-bar	[1244, 4, 1260, 60]
crossword-cell[interactable]	[876, 1740, 916, 1776]
color-registration	[1170, 1996, 1222, 2006]
batting-row: ಗಿಲ್ ನಾಟೌಟ್ 129	[686, 810, 846, 821]
story-text: ಕಳೆದ ಪಂದ್ಯದಲ್ಲಿ ದ.ಆಫ್ರಿಕಾ ತಂಡದೊಂದಿಗೆ ಸೋಲು ಕಂಡಿರುವ ಭಾರತ ತಂಡಕ್ಕೆ ಹಿನ್ನಡೆಯಾಗಿದ್ದು, ಬೌಲರ್‌ಗಳು ಭಾರೀ ಪ್ರದರ್ಶನವನ್ನೇ ನೀಡಿದ್ದರೂ ವಿಫಲರಾಗಿದ್ದಾರೆ. ಇದೇ ವೇಳೆ ಭಾರತ ಆಸ್ಟ್ರೇಲಿಯಾ ವಿರುದ್ಧ ಸೋಲಿನ ಸುಳಿಯಿಂದ ಹೊರಬರುವ ಗುರಿ ಹೊಂದಿದೆ.	[256, 409, 506, 444]
clue: 12.ತುಂಬಿದ ಕೊಡ (4)	[1036, 1825, 1104, 1835]
crossword-cell[interactable]	[757, 1884, 797, 1920]
answer: 17.ಚಿತ್ರಮಾನಸ	[924, 1788, 968, 1798]
england-text: ಕೊಲಂಬೊ (ಶ್ರೀಲಂಕಾ): ಬ್ರಂಟ್ ಅವರ ಸ್ಫೋಟಕ ಶತಕ ಹಾಗೂ ಸೋಫಿ ಅವರ ಮಾರಕ ಬೌಲಿಂಗ್ ದಾಳಿಯ ನೆರವಿನಿಂದ ಇಂಗ್ಲೆಂಡ್ ತಂಡವು ಶ್ರೀಲಂಕಾ ತಂಡವನ್ನು ಇಲ್ಲಿ ನಡೆದಿರುವ ವಿಶ್ವಕಪ್ ಪಂದ್ಯದಲ್ಲಿ ಸೋಲಿಸಿದೆ. ಇದರೊಂದಿಗೆ ಇಂಗ್ಲೆಂಡ್ ಮೂರನೇ ಗೆಲುವು ದಾಖಲಿಸಿ ಅಂಕಪಟ್ಟಿಯಲ್ಲಿ ಅಗ್ರಸ್ಥಾನಕ್ಕೇರಿದೆ. ಮೊದಲು ಬ್ಯಾಟಿಂಗ್ ಮಾಡಿದ ಇಂಗ್ಲೆಂಡ್ 253 ರನ್ ಗಳಿಸಿತು. ಇದಕ್ಕೆ ಉತ್ತರವಾಗಿ ಶ್ರೀಲಂಕಾ 45.4 ಓವರ್‌ಗಳಲ್ಲಿ 164 ರನ್‌ಗೆ ಆಲೌಟ್ ಆಯಿತು.	[6, 1660, 346, 1705]
gill-text: ಮಾಡಿದ್ದರು. ಜುರೆಲ್ 44 ರನ್ ಗಳಿಸಿ ಬ್ಯಾಟಿಂಗ್ ಮಾಡುತ್ತಿದ್ದರು. ಅಗ ಭಾರತ ಡಿಕ್ಲೇರ್ ಮಾಡಿಕೊಳ್ಳಲು ನಿರ್ಧರಿಸಿತು.	[474, 1126, 670, 1148]
gill-story	[256, 792, 466, 947]
dateline	[1060, 26, 1240, 71]
clue: 11.ನಾ-ಸ-ಶ ಶಿಸ್ತಿನ ಓದು (4)	[1036, 1678, 1120, 1688]
answers-across	[924, 1733, 1028, 1799]
clue: 9.ಆಕಾಶ್ಕಿಕ್ಕೇ ಇದು ನಿಂತಿದೆ (4)	[1036, 1667, 1121, 1677]
puzzle-number: 5771	[924, 1612, 1028, 1652]
brief-text: ಹೊಸದಿಲ್ಲಿ: ನಾಟಕೀಯ ಬೆಳವಣಿಗೆಯೊಂದರಲ್ಲಿ ಹುಟೋನ್ ಲೀಗ್ ಆಫ್ ಇಂಡಿಯಾ ಕೂಟವನ್ನು ಮುಂದೂಡಲಾಗಿದೆ ಎಂದು ಭಾರತೀಯ ಹುಟೋನ್ ಸಂಸ್ಥೆ ಘೋಷಣೆ ಮಾಡಿದೆ. ಈ ಕೂಟದಲ್ಲಿ ಹತ್ತು ತಂಡಗಳು ಪಾಲ್ಗೊಳ್ಳಬೇಕಿತ್ತು. ಪ್ರಾಯೋಜಕರ ಕೊರತೆ ಹಾಗೂ ಆಟಗಾರರ ಲಭ್ಯತೆಯ ಸಮಸ್ಯೆಯಿಂದಾಗಿ ಈ ನಿರ್ಧಾರ ಕೈಗೊಳ್ಳಲಾಗಿದೆ ಎಂದು ಮೂಲಗಳು ತಿಳಿಸಿವೆ.	[6, 430, 238, 487]
clue: 7.ಒಟ್ಟಿಗೆ ಜೋಡಿಸಿ ಚೇರು (4)	[1036, 1656, 1120, 1666]
answer: 8.ಮಾದಿ 9.ನಯೋಜನಾ	[924, 1836, 992, 1846]
gill-subhead: ಗಿಲ್ ಶತಕದ ಅಬ್ಬರ:	[256, 888, 315, 899]
pitch-subhead: ಪಿಚ್:	[1242, 501, 1260, 512]
india-total: ಭಾರತ 518/5 ಡಿ	[686, 782, 746, 793]
crossword-author: ರಾಜಾ ಸಂಗಮೇಶ ಹಿರೇಮಠ	[736, 1647, 818, 1657]
prev-label: ಉತ್ತರ	[962, 1689, 990, 1704]
wi-total: ವೆಸ್ಟ್ ಇಂಡೀಸ್ 140/4	[686, 961, 761, 972]
trophy-icon	[706, 378, 816, 508]
scoreboard	[680, 748, 852, 1414]
sidebar-text: ಒಂದು ಹಂತದಲ್ಲಿ ಅಬ್ಬರದ ಬೌಲಿಂಗ್ ಪ್ರದರ್ಶಿಸಿ ಭಾರತ ತಂಡ ದ.ಆಫ್ರಿಕಾ ತಂಡವನ್ನು ಕಟ್ಟಿಹಾಕಿತ್ತು. ಆದರೆ ಬ್ಯಾಟರ್‌ಗಳ ವೈಫಲ್ಯದಿಂದ ಪಂದ್ಯವನ್ನು ಕೈಚೆಲ್ಲಿತು. ಸ್ಟಾರ್ ಬ್ಯಾಟರ್ ಸ್ಮೃತಿ ಮಂಧಾನ ಹಾಗೂ ನಾಯಕಿ ಹರ್ಮನ್‌ಪ್ರೀತ್ ಕೌರ್ ಕಳೆದ ಮೂರು ಪಂದ್ಯಗಳಲ್ಲಿ ನಿರೀಕ್ಷಿತ ಪ್ರದರ್ಶನ ನೀಡಿಲ್ಲ. ಇದು ತಂಡದ ಚಿಂತೆಗೆ ಕಾರಣವಾಗಿದೆ.	[1034, 258, 1252, 315]
wi-collapse-head: ವಿಂಡೀಸ್ ಕುಸಿತ	[686, 1195, 762, 1213]
crossword-cell	[837, 1668, 877, 1704]
bowling-row: ಜಡೇಜಾ 14-3-37-3	[686, 1097, 846, 1108]
answers-down-title: ಮೇಲಿನಿಂದ ಕೆಳಕ್ಕೆ:	[924, 1803, 974, 1813]
